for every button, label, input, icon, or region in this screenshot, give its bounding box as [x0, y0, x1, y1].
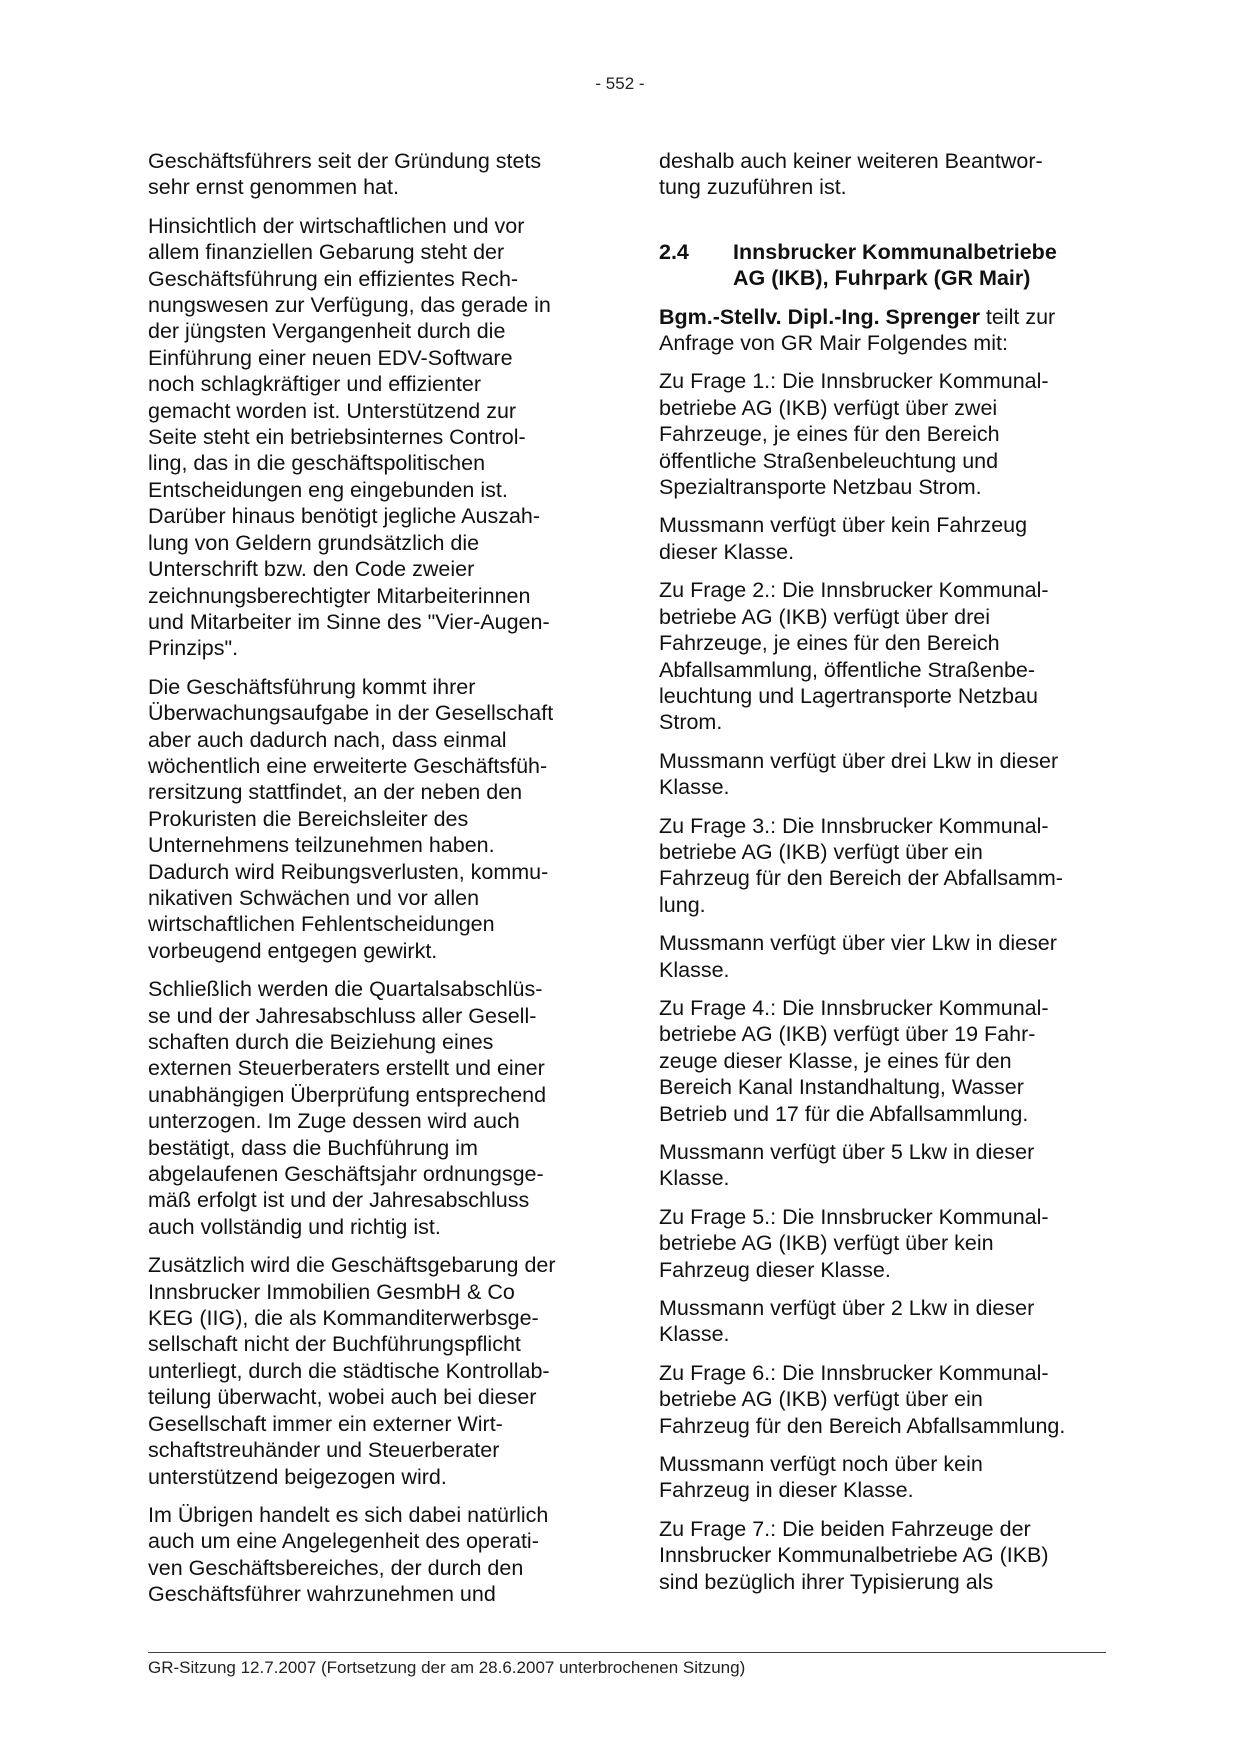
paragraph: Zu Frage 1.: Die Innsbrucker Kommunal- betriebe AG (IKB) verfügt über zwei Fahrzeuge, je eines für den Bereich öffentliche Straßenbeleuchtung und Spezialtransporte Netzbau Strom. — [659, 369, 1049, 500]
footer-divider — [148, 1652, 1106, 1653]
paragraph: Mussmann verfügt über vier Lkw in dieser Klasse. — [659, 931, 1057, 982]
paragraph: Mussmann verfügt über 5 Lkw in dieser Klasse. — [659, 1140, 1035, 1191]
intro-text: teilt zur Anfrage von GR Mair Folgendes mit: — [659, 304, 1056, 356]
paragraph: Hinsichtlich der wirtschaftlichen und vor allem finanziellen Gebarung steht der Geschäftsführung ein effizientes Rech- nungswesen zur Verfügung, das gerade in der jüngsten Vergangenheit durch die Einführung einer neuen EDV-Software noch schlagkräftiger und effizienter gemacht worden ist. Unterstützend zur Seite steht ein betriebsinternes Control- ling, das in die geschäftspolitischen Entscheidungen eng eingebunden ist. Darüber hinaus benötigt jegliche Auszah- lung von Geldern grundsätzlich die Unterschrift bzw. den Code zweier zeichnungsberechtigter Mitarbeiterinnen und Mitarbeiter im Sinne des "Vier-Augen- Prinzips". — [148, 213, 551, 661]
paragraph: Zu Frage 4.: Die Innsbrucker Kommunal- betriebe AG (IKB) verfügt über 19 Fahr- zeuge dieser Klasse, je eines für den Bereich Kanal Instandhaltung, Wasser Betrieb und 17 für die Abfallsammlung. — [659, 995, 1049, 1126]
paragraph: Zu Frage 5.: Die Innsbrucker Kommunal- betriebe AG (IKB) verfügt über kein Fahrzeug dieser Klasse. — [659, 1204, 1049, 1282]
section-number: 2.4 — [659, 239, 689, 264]
paragraph: Mussmann verfügt noch über kein Fahrzeug in dieser Klasse. — [659, 1452, 983, 1503]
paragraph: Im Übrigen handelt es sich dabei natürlich auch um eine Angelegenheit des operati- ven Geschäftsbereiches, der durch den Geschäftsführer wahrzunehmen und — [148, 1502, 549, 1607]
footer-text: GR-Sitzung 12.7.2007 (Fortsetzung der am 28.6.2007 unterbrochenen Sitzung) — [148, 1658, 746, 1677]
paragraph: Die Geschäftsführung kommt ihrer Überwachungsaufgabe in der Gesellschaft aber auch dadurch nach, dass einmal wöchentlich eine erweiterte Geschäftsfüh- rersitzung stattfindet, an der neben den Prokuristen die Bereichsleiter des Unternehmens teilzunehmen haben. Dadurch wird Reibungsverlusten, kommu- nikativen Schwächen und vor allen wirtschaftlichen Fehlentscheidungen vorbeugend entgegen gewirkt. — [148, 674, 554, 963]
paragraph: Zu Frage 3.: Die Innsbrucker Kommunal- betriebe AG (IKB) verfügt über ein Fahrzeug für den Bereich der Abfallsamm- lung. — [659, 813, 1063, 917]
paragraph: Geschäftsführers seit der Gründung stets sehr ernst genommen hat. — [148, 149, 542, 200]
page-number: - 552 - — [595, 74, 645, 93]
paragraph: Mussmann verfügt über kein Fahrzeug dieser Klasse. — [659, 513, 1028, 564]
paragraph: Zu Frage 2.: Die Innsbrucker Kommunal- betriebe AG (IKB) verfügt über drei Fahrzeuge, je eines für den Bereich Abfallsammlung, öffentliche Straßenbe- leuchtung und Lagertransporte Netzbau Strom. — [659, 578, 1049, 735]
section-heading — [659, 239, 1109, 292]
speaker-name: Bgm.-Stellv. Dipl.-Ing. Sprenger — [659, 304, 980, 329]
paragraph: Schließlich werden die Quartalsabschlüs- se und der Jahresabschluss aller Gesell- schaften durch die Beiziehung eines externen Steuerberaters erstellt und einer unabhängigen Überprüfung entsprechend unterzogen. Im Zuge dessen wird auch bestätigt, dass die Buchführung im abgelaufenen Geschäftsjahr ordnungsge- mäß erfolgt ist und der Jahresabschluss auch vollständig und richtig ist. — [148, 977, 547, 1239]
intro-paragraph — [659, 304, 1109, 357]
paragraph: Zu Frage 7.: Die beiden Fahrzeuge der Innsbrucker Kommunalbetriebe AG (IKB) sind bezüglich ihrer Typisierung als — [659, 1516, 1049, 1594]
paragraph: Zu Frage 6.: Die Innsbrucker Kommunal- betriebe AG (IKB) verfügt über ein Fahrzeug für den Bereich Abfallsammlung. — [659, 1360, 1066, 1438]
left-column — [148, 148, 588, 1620]
paragraph: Mussmann verfügt über drei Lkw in dieser Klasse. — [659, 748, 1059, 800]
right-column — [659, 148, 1109, 1607]
paragraph: deshalb auch keiner weiteren Beantwor- tung zuzuführen ist. — [659, 149, 1043, 200]
section-title: Innsbrucker Kommunalbetriebe AG (IKB), Fuhrpark (GR Mair) — [733, 239, 1057, 291]
paragraph: Mussmann verfügt über 2 Lkw in dieser Klasse. — [659, 1296, 1035, 1347]
paragraph: Zusätzlich wird die Geschäftsgebarung der Innsbrucker Immobilien GesmbH & Co KEG (IIG), die als Kommanditerwerbsge- sellschaft nicht der Buchführungspflicht unterliegt, durch die städtische Kontrollab- teilung überwacht, wobei auch bei dieser Gesellschaft immer ein externer Wirt- schaftstreuhänder und Steuerberater unterstützend beigezogen wird. — [148, 1253, 556, 1489]
